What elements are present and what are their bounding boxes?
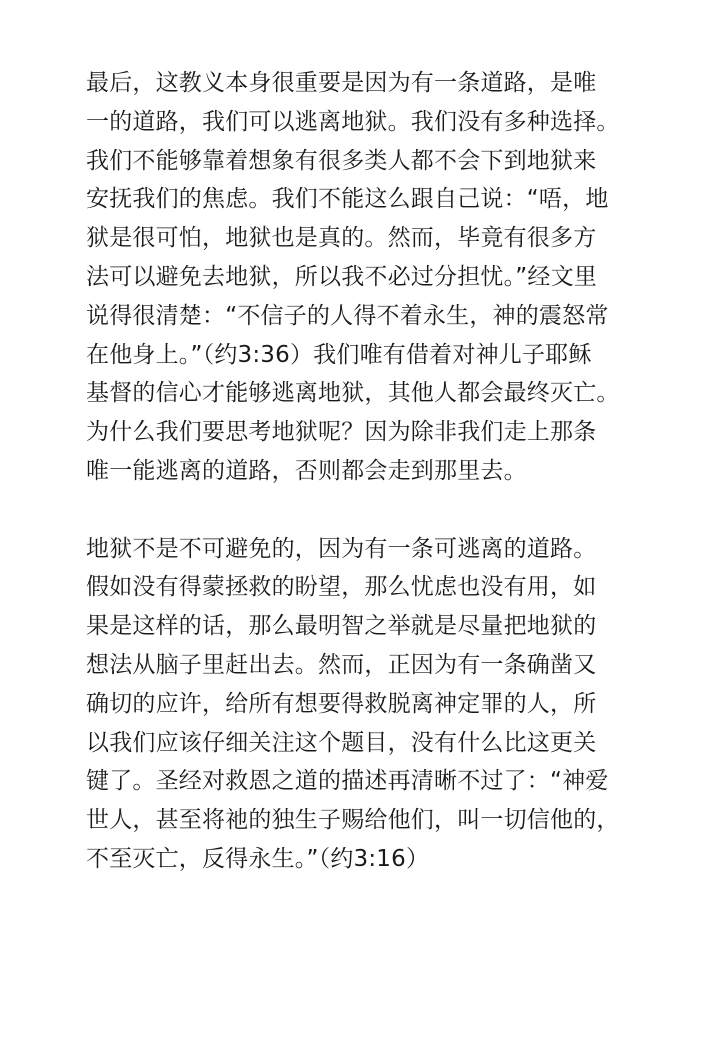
text-line: 世人，甚至将祂的独生子赐给他们，叫一切信他的，	[86, 807, 620, 834]
text-line: 说得很清楚：“不信子的人得不着永生，神的震怒常	[86, 302, 609, 329]
text-line: 键了。圣经对救恩之道的描述再清晰不过了：“神爱	[86, 768, 609, 795]
text-line: 在他身上。”（约3:36）我们唯有借着对神儿子耶稣	[86, 341, 592, 368]
text-line: 为什么我们要思考地狱呢？因为除非我们走上那条	[86, 419, 597, 446]
document-page	[86, 64, 646, 879]
text-line: 不至灭亡，反得永生。”（约3:16）	[86, 845, 430, 872]
text-line: 果是这样的话，那么最明智之举就是尽量把地狱的	[86, 613, 597, 640]
text-line: 一的道路，我们可以逃离地狱。我们没有多种选择。	[86, 108, 620, 135]
text-line: 我们不能够靠着想象有很多类人都不会下到地狱来	[86, 147, 597, 174]
text-line: 假如没有得蒙拯救的盼望，那么忧虑也没有用，如	[86, 574, 597, 601]
paragraph-spacer	[86, 491, 646, 530]
paragraph-1	[86, 64, 646, 491]
text-line: 法可以避免去地狱，所以我不必过分担忧。”经文里	[86, 263, 598, 290]
text-line: 确切的应许，给所有想要得救脱离神定罪的人，所	[86, 690, 597, 717]
text-line: 地狱不是不可避免的，因为有一条可逃离的道路。	[86, 535, 597, 562]
text-line: 基督的信心才能够逃离地狱，其他人都会最终灭亡。	[86, 380, 620, 407]
text-line: 狱是很可怕，地狱也是真的。然而，毕竟有很多方	[86, 225, 597, 252]
paragraph-2	[86, 530, 646, 879]
text-line: 安抚我们的焦虑。我们不能这么跟自己说：“唔，地	[86, 186, 609, 213]
text-line: 最后，这教义本身很重要是因为有一条道路，是唯	[86, 70, 597, 96]
text-line: 以我们应该仔细关注这个题目，没有什么比这更关	[86, 729, 597, 756]
text-line: 想法从脑子里赶出去。然而，正因为有一条确凿又	[86, 651, 597, 678]
text-line: 唯一能逃离的道路，否则都会走到那里去。	[86, 457, 527, 484]
